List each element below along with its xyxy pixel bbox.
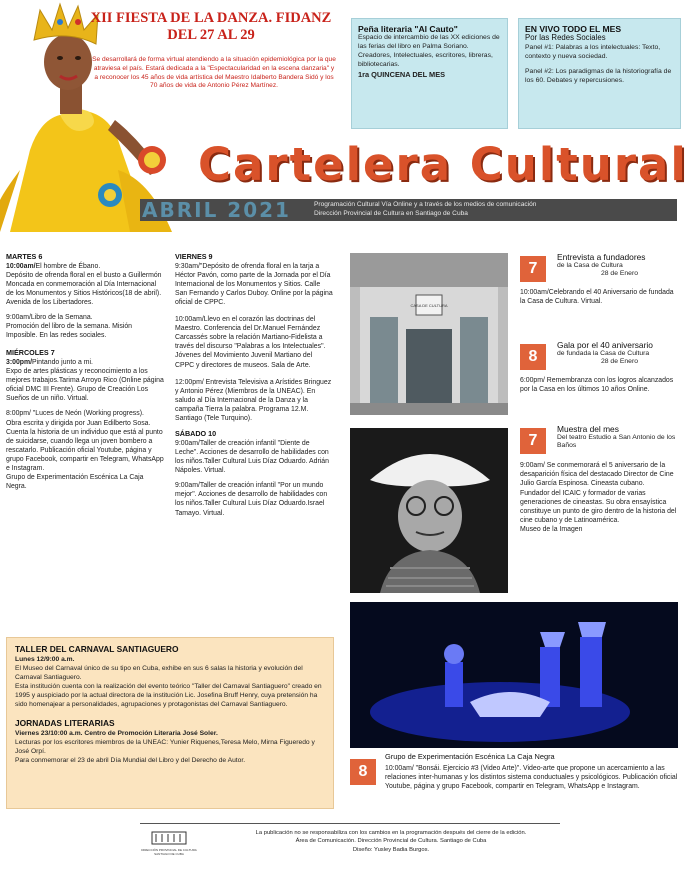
event-title: Pintando junto a mi.: [32, 358, 93, 366]
event-time: 3:00pm/: [6, 358, 33, 366]
event-text-block: [520, 461, 680, 534]
event-text: Expo de artes plásticas y reconocimiento a los mejores trabajos.Tarima Arroyo Rico (Online página oficial DMC III Frente). Grupo de Creación Los Sueños de un niño. Virtual.: [6, 367, 164, 403]
taller-text1: El Museo del Carnaval único de su tipo en Cuba, exhibe en sus 6 salas la historia y evolución del Carnaval Santiaguero.: [15, 665, 303, 682]
envivo-panel1: Panel #1: Palabras a los intelectuales: Texto, contexto y nueva sociedad.: [525, 44, 661, 60]
event-time: 10:00am/: [6, 262, 36, 270]
footer-line2: Área de Comunicación. Dirección Provincial de Cultura. Santiago de Cuba: [295, 838, 487, 845]
event-text: 6:00pm/ Remembranza con los logros alcanzados por la Casa en los últimos 10 años Online.: [520, 377, 674, 394]
fiesta-title: [86, 10, 336, 43]
event-day-badge: 8: [350, 759, 376, 785]
event-title: Entrevista a fundadores: [557, 252, 646, 262]
portrait-photo: [350, 428, 508, 593]
event-title: El hombre de Ébano.: [35, 262, 101, 270]
event-title: 8:00pm/ "Luces de Neón (Working progress).: [6, 410, 144, 418]
page-title: Cartelera Cultural: [198, 138, 688, 191]
month-label: ABRIL 2021: [142, 198, 291, 222]
event-text: Museo de la Imagen: [520, 526, 583, 534]
day-heading: MIÉRCOLES 7: [6, 348, 55, 358]
event-text: Fundador del ICAIC y formador de varias generaciones de cineastas. Su obra ensayística constituye un punto de giro dentro de la historia del cine cubano y de Latinoamérica.: [520, 489, 677, 525]
fiesta-title-line2: DEL 27 AL 29: [167, 26, 255, 43]
header-sub1: Programación Cultural Vía Online y a través de los medios de comunicación: [314, 201, 537, 208]
jornadas-when: Viernes 23/10:00 a.m. Centro de Promoción Literaria José Soler.: [15, 730, 218, 738]
event-title: Muestra del mes: [557, 424, 619, 434]
event-day-badge: 8: [520, 344, 546, 370]
pena-note: 1ra QUINCENA DEL MES: [358, 70, 446, 80]
svg-text:SANTIAGO DE CUBA: SANTIAGO DE CUBA: [154, 852, 184, 856]
building-sign: CASA DE CULTURA: [410, 303, 448, 308]
event-date: 28 de Enero: [600, 270, 639, 278]
jornadas-text1: Lecturas por los escritores miembros de la UNEAC: Yunier Riquenes,Teresa Melo, Mirna Figueredo y José Orpí.: [15, 739, 315, 756]
event-block: [385, 753, 681, 792]
event-title: Gala por el 40 aniversario: [557, 340, 653, 350]
envivo-title: EN VIVO TODO EL MES: [525, 24, 622, 34]
fiesta-title-line1: XII FIESTA DE LA DANZA. FIDANZ: [90, 10, 332, 26]
event-header: [557, 341, 682, 367]
pena-literaria-box: [351, 18, 508, 129]
envivo-subtitle: Por las Redes Sociales: [525, 33, 606, 43]
header-subtitle: [314, 201, 536, 218]
day-heading: MARTES 6: [6, 252, 43, 261]
day-heading: SÁBADO 10: [175, 429, 217, 439]
event-text: 10:00am/Llevo en el corazón las doctrinas del Maestro. Conferencia del Dr.Manuel Fernández Carcassés sobre la relación Martiano-Fidelista a través del discurso "Palabras a los Intelectuales". Jóvenes del Movimiento Juvenil Martiano del CPPC y directores de museos. Sala de Arte.: [175, 316, 326, 369]
event-subtitle: Del teatro Estudio a San Antonio de los Baños: [557, 434, 676, 450]
footer-line3: Diseño: Yusley Badia Burgos.: [352, 846, 430, 853]
envivo-panel2: Panel #2: Los paradigmas de la historiografía de los 60. Debates y repercusiones.: [525, 67, 672, 84]
event-text: 12:00pm/ Entrevista Televisiva a Arístides Bringuez y Antonio Pérez (Miembros de la UNEAC). En saludo al Día Internacional de la Danza y la campaña Tierra la palabra. Programa 12.M. Santiago (Tele Turquino).: [175, 378, 332, 423]
event-text: 10:00am/ "Bonsái. Ejercicio #3 (Video Arte)". Video-arte que propone un acercamiento a las relaciones inter-humanas y los distintos sistema conductuales y psicológicos. Publicación oficial Youtube, página y grupo Facebook, compartir en Telegram, WhatsApp e Instagram.: [385, 765, 678, 791]
pena-title: Peña literaria "Al Cauto": [358, 24, 458, 34]
taller-text2: Esta institución cuenta con la realización del evento teórico "Taller del Carnaval Santiaguero" creado en 1995 y auspiciado por la actual directora de la institución Lic. Josefina Bruff Henry, cuya pretensión ha sido homenajear a personalidades, agrupaciones y protagonistas del Carnaval Santiaguero.: [15, 683, 322, 709]
pena-text: Espacio de intercambio de las XX ediciones de las ferias del libro en Palma Soriano.: [358, 34, 500, 51]
event-header: [557, 253, 682, 279]
event-text: 10:00am/Celebrando el 40 Aniversario de fundada la Casa de Cultura. Virtual.: [520, 289, 674, 306]
svg-text:DIRECCIÓN PROVINCIAL DE CULTUR: DIRECCIÓN PROVINCIAL DE CULTURA: [141, 848, 197, 852]
header-sub2: Dirección Provincial de Cultura en Santiago de Cuba: [314, 209, 468, 217]
event-subtitle: de la Casa de Cultura: [557, 262, 623, 270]
taller-carnaval-box: [6, 637, 334, 809]
day-heading: VIERNES 9: [175, 252, 213, 261]
event-text: Promoción del libro de la semana. Misión Imposible. En las redes sociales.: [6, 323, 133, 340]
event-text: 9:00am/Taller de creación infantil "Por un mundo mejor". Acciones de desarrollo de habilidades con los niños.Taller Cultural Luis Díaz Oduardo.Israel Tamayo. Virtual.: [175, 482, 328, 517]
column-2: [175, 252, 333, 524]
footer-line1: La publicación no se responsabiliza con los cambios en la programación después del cierre de la edición.: [255, 830, 527, 836]
event-title: Grupo de Experimentación Escénica La Caja Negra: [385, 752, 555, 761]
event-day-badge: 7: [520, 256, 546, 282]
fiesta-description: Se desarrollará de forma virtual atendiendo a la situación epidemiológica por la que atraviesa el país. Estará dedicada a la "Espectacularidad en la escena danzaria" y a reconocer los 45 años de vida artística del Maestro Idalberto Bandera Sidó y los 70 años de vida de Antonio Pérez Martínez.: [92, 56, 336, 90]
event-text: Grupo de Experimentación Escénica La Caja Negra.: [6, 474, 144, 491]
cultura-logo: [141, 828, 197, 858]
taller-when: Lunes 12/9:00 a.m.: [15, 656, 75, 664]
event-header: [557, 425, 682, 451]
footer: [196, 829, 586, 854]
pena-text2: Creadores, Intelectuales, escritores, libreras, bibliotecarias.: [358, 52, 493, 69]
en-vivo-box: [518, 18, 681, 129]
stage-photo: [350, 602, 678, 748]
building-photo: [350, 253, 508, 415]
jornadas-title: JORNADAS LITERARIAS: [15, 718, 115, 729]
footer-divider: [140, 823, 560, 824]
event-text: 9:00am/Taller de creación infantil "Diente de Leche". Acciones de desarrollo de habilidades con los niños.Taller Cultural Luis Díaz Oduardo. Adrián Nápoles. Virtual.: [175, 439, 329, 475]
event-day-badge: 7: [520, 428, 546, 454]
event-subtitle: de fundada la Casa de Cultura: [557, 350, 650, 358]
event-text: Depósito de ofrenda floral en el busto a Guillermón Moncada en conmemoración al Día Internacional de los Monumentos y Sitios Históricos(18 de abril). Avenida de los Libertadores.: [6, 271, 162, 306]
event-text: Obra escrita y dirigida por Juan Edilberto Sosa. Cuenta la historia de un individuo que está al punto de suicidarse, cuando llega un joven bombero a rescatarlo. Publicación oficial Youtube, página y grupo Facebook, compartir en Telegram, WhatsApp e Instagram.: [6, 419, 164, 473]
event-text: 9:30am/"Depósito de ofrenda floral en la tarja a Héctor Pavón, como parte de la Jornada por el Día Internacional de los Monumentos y Sitios. Calle San Fernando y Carlos Duboy. Online por la página oficial de CPPC.: [175, 262, 333, 306]
event-title: 9:00am/Libro de la Semana.: [6, 314, 93, 322]
taller-title: TALLER DEL CARNAVAL SANTIAGUERO: [15, 644, 179, 654]
event-date: 28 de Enero: [600, 358, 639, 366]
jornadas-text2: Para conmemorar el 23 de abril Día Mundial del Libro y del Derecho de Autor.: [15, 757, 246, 765]
column-1: [6, 252, 164, 491]
event-text: 9:00am/ Se conmemorará el 5 aniversario de la desaparición física del destacado Director de Cine Julio García Espinosa. Cineasta cubano.: [520, 462, 674, 488]
